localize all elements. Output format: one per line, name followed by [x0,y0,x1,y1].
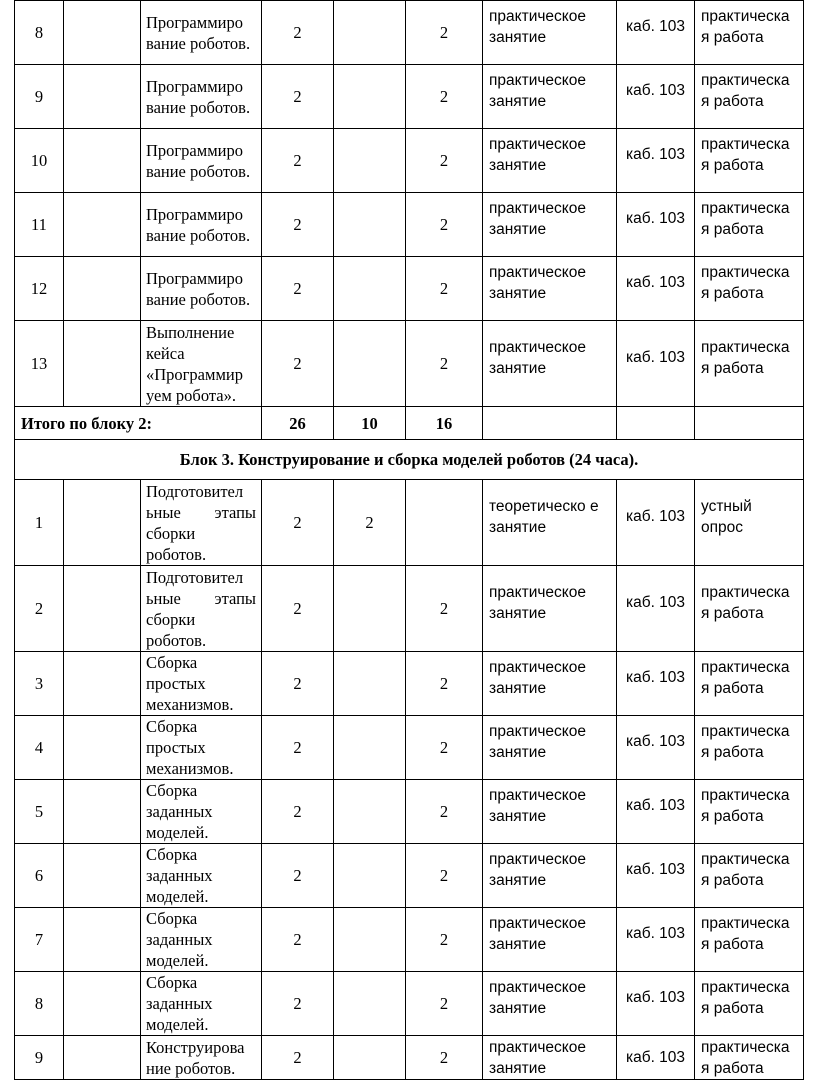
hours-total: 2 [262,652,334,716]
table-row [15,129,804,193]
table-row [15,652,804,716]
empty-cell [64,844,141,908]
hours-practice: 2 [406,1,483,65]
lesson-topic: Программиро вание роботов. [141,65,262,129]
hours-theory [334,972,406,1036]
hours-total: 2 [262,844,334,908]
table-row [15,321,804,407]
lesson-number: 9 [15,1036,64,1080]
room-text: каб. 103 [625,18,686,35]
lesson-topic: Выполнение кейса «Программир уем робота». [141,321,262,407]
lesson-form-text: практическое занятие [489,978,586,1017]
control-form-text: практическа я работа [701,914,790,953]
hours-practice: 2 [406,1036,483,1080]
control-form [695,566,804,652]
control-form [695,129,804,193]
room [617,480,695,566]
lesson-topic: Программиро вание роботов. [141,1,262,65]
control-form-text: практическа я работа [701,978,790,1017]
room [617,716,695,780]
hours-total: 2 [262,1036,334,1080]
hours-total: 2 [262,1,334,65]
empty-cell [64,129,141,193]
lesson-topic: Программиро вание роботов. [141,257,262,321]
control-form-text: практическа я работа [701,786,790,825]
lesson-form-text: практическое занятие [489,850,586,889]
lesson-form-text: практическое занятие [489,1038,586,1077]
hours-total: 2 [262,65,334,129]
room-text: каб. 103 [625,210,686,227]
lesson-form-text: практическое занятие [489,199,586,238]
hours-practice: 2 [406,780,483,844]
room-text: каб. 103 [625,925,686,942]
table-row [15,972,804,1036]
hours-practice: 2 [406,716,483,780]
hours-total: 2 [262,480,334,566]
block-heading-row [15,440,804,480]
control-form [695,1,804,65]
hours-theory [334,844,406,908]
control-form-text: практическа я работа [701,583,790,622]
empty-cell [64,193,141,257]
empty-cell [64,1036,141,1080]
lesson-number: 12 [15,257,64,321]
hours-theory [334,193,406,257]
lesson-form [483,257,617,321]
hours-theory [334,1,406,65]
control-form [695,652,804,716]
control-form-text: практическа я работа [701,1038,790,1077]
room-text: каб. 103 [625,733,686,750]
lesson-form-text: практическое занятие [489,583,586,622]
hours-theory [334,129,406,193]
room-text: каб. 103 [625,146,686,163]
control-form [695,321,804,407]
lesson-form-text: практическое занятие [489,135,586,174]
lesson-topic: Подготовител ьные этапы сборки роботов. [141,566,262,652]
block-total-row [15,407,804,440]
room-text: каб. 103 [625,861,686,878]
empty-cell [64,780,141,844]
hours-total: 2 [262,321,334,407]
room [617,65,695,129]
hours-theory [334,566,406,652]
hours-total: 2 [262,780,334,844]
control-form [695,480,804,566]
lesson-form [483,480,617,566]
hours-practice: 2 [406,652,483,716]
hours-theory [334,652,406,716]
lesson-number: 3 [15,652,64,716]
empty-cell [64,65,141,129]
lesson-number: 5 [15,780,64,844]
hours-total: 2 [262,908,334,972]
lesson-topic: Программиро вание роботов. [141,193,262,257]
lesson-topic: Сборка заданных моделей. [141,972,262,1036]
control-form [695,972,804,1036]
lesson-topic: Подготовител ьные этапы сборки роботов. [141,480,262,566]
control-form-text: практическа я работа [701,263,790,302]
curriculum-table [14,0,804,1080]
hours-practice: 2 [406,65,483,129]
empty-cell [64,257,141,321]
lesson-form-text: теоретическо е занятие [489,497,599,536]
lesson-number: 4 [15,716,64,780]
empty-cell [64,716,141,780]
lesson-number: 2 [15,566,64,652]
empty-cell [64,321,141,407]
control-form-text: практическа я работа [701,7,790,46]
room [617,1,695,65]
hours-total: 2 [262,129,334,193]
hours-theory [334,65,406,129]
empty-cell [64,972,141,1036]
table-row [15,716,804,780]
control-form [695,257,804,321]
total-hours: 26 [262,407,334,440]
empty-cell [617,407,695,440]
lesson-number: 8 [15,1,64,65]
lesson-form [483,65,617,129]
lesson-form [483,129,617,193]
lesson-form-text: практическое занятие [489,658,586,697]
lesson-form [483,716,617,780]
lesson-form [483,566,617,652]
table-row [15,908,804,972]
lesson-topic: Сборка заданных моделей. [141,844,262,908]
empty-cell [483,407,617,440]
table-row [15,1,804,65]
control-form-text: практическа я работа [701,658,790,697]
hours-theory [334,716,406,780]
lesson-number: 1 [15,480,64,566]
control-form [695,716,804,780]
total-practice: 16 [406,407,483,440]
lesson-form-text: практическое занятие [489,722,586,761]
lesson-form-text: практическое занятие [489,786,586,825]
hours-theory [334,780,406,844]
table-row [15,566,804,652]
room [617,844,695,908]
room [617,1036,695,1080]
hours-theory [334,321,406,407]
control-form [695,780,804,844]
lesson-number: 6 [15,844,64,908]
table-row [15,480,804,566]
lesson-form [483,1036,617,1080]
hours-theory: 2 [334,480,406,566]
lesson-topic: Программиро вание роботов. [141,129,262,193]
room [617,972,695,1036]
lesson-topic: Сборка заданных моделей. [141,908,262,972]
control-form [695,908,804,972]
empty-cell [64,480,141,566]
lesson-number: 11 [15,193,64,257]
lesson-form-text: практическое занятие [489,7,586,46]
control-form-text: практическа я работа [701,71,790,110]
control-form [695,1036,804,1080]
lesson-form [483,321,617,407]
control-form-text: устный опрос [701,497,752,536]
empty-cell [64,652,141,716]
hours-theory [334,257,406,321]
hours-total: 2 [262,716,334,780]
total-theory: 10 [334,407,406,440]
control-form-text: практическа я работа [701,850,790,889]
table-row [15,257,804,321]
hours-total: 2 [262,566,334,652]
empty-cell [64,1,141,65]
lesson-form-text: практическое занятие [489,338,586,377]
hours-theory [334,1036,406,1080]
lesson-number: 9 [15,65,64,129]
room-text: каб. 103 [625,274,686,291]
lesson-topic: Конструирова ние роботов. [141,1036,262,1080]
control-form-text: практическа я работа [701,338,790,377]
control-form-text: практическа я работа [701,722,790,761]
lesson-form-text: практическое занятие [489,263,586,302]
lesson-number: 10 [15,129,64,193]
room-text: каб. 103 [625,594,686,611]
lesson-form [483,908,617,972]
block-total-label: Итого по блоку 2: [15,407,262,440]
lesson-form [483,780,617,844]
hours-practice: 2 [406,193,483,257]
hours-total: 2 [262,972,334,1036]
control-form [695,65,804,129]
hours-practice: 2 [406,257,483,321]
lesson-form [483,972,617,1036]
hours-total: 2 [262,193,334,257]
table-row [15,1036,804,1080]
table-row [15,65,804,129]
hours-practice: 2 [406,908,483,972]
room [617,566,695,652]
room-text: каб. 103 [625,508,686,525]
lesson-topic: Сборка простых механизмов. [141,652,262,716]
hours-practice: 2 [406,844,483,908]
lesson-form-text: практическое занятие [489,71,586,110]
room-text: каб. 103 [625,669,686,686]
room [617,780,695,844]
room [617,321,695,407]
room-text: каб. 103 [625,1049,686,1066]
empty-cell [64,566,141,652]
hours-practice: 2 [406,566,483,652]
control-form [695,193,804,257]
lesson-topic: Сборка простых механизмов. [141,716,262,780]
table-row [15,193,804,257]
room-text: каб. 103 [625,797,686,814]
empty-cell [695,407,804,440]
lesson-form [483,652,617,716]
room [617,257,695,321]
hours-practice: 2 [406,321,483,407]
control-form [695,844,804,908]
hours-practice: 2 [406,972,483,1036]
table-row [15,780,804,844]
lesson-number: 8 [15,972,64,1036]
hours-total: 2 [262,257,334,321]
room-text: каб. 103 [625,82,686,99]
room [617,652,695,716]
lesson-form [483,193,617,257]
empty-cell [64,908,141,972]
hours-practice [406,480,483,566]
room [617,193,695,257]
lesson-form-text: практическое занятие [489,914,586,953]
room-text: каб. 103 [625,989,686,1006]
hours-theory [334,908,406,972]
lesson-topic: Сборка заданных моделей. [141,780,262,844]
block-heading: Блок 3. Конструирование и сборка моделей роботов (24 часа). [15,440,804,480]
control-form-text: практическа я работа [701,199,790,238]
room-text: каб. 103 [625,349,686,366]
lesson-form [483,844,617,908]
lesson-form [483,1,617,65]
room [617,908,695,972]
control-form-text: практическа я работа [701,135,790,174]
table-row [15,844,804,908]
room [617,129,695,193]
hours-practice: 2 [406,129,483,193]
lesson-number: 13 [15,321,64,407]
lesson-number: 7 [15,908,64,972]
